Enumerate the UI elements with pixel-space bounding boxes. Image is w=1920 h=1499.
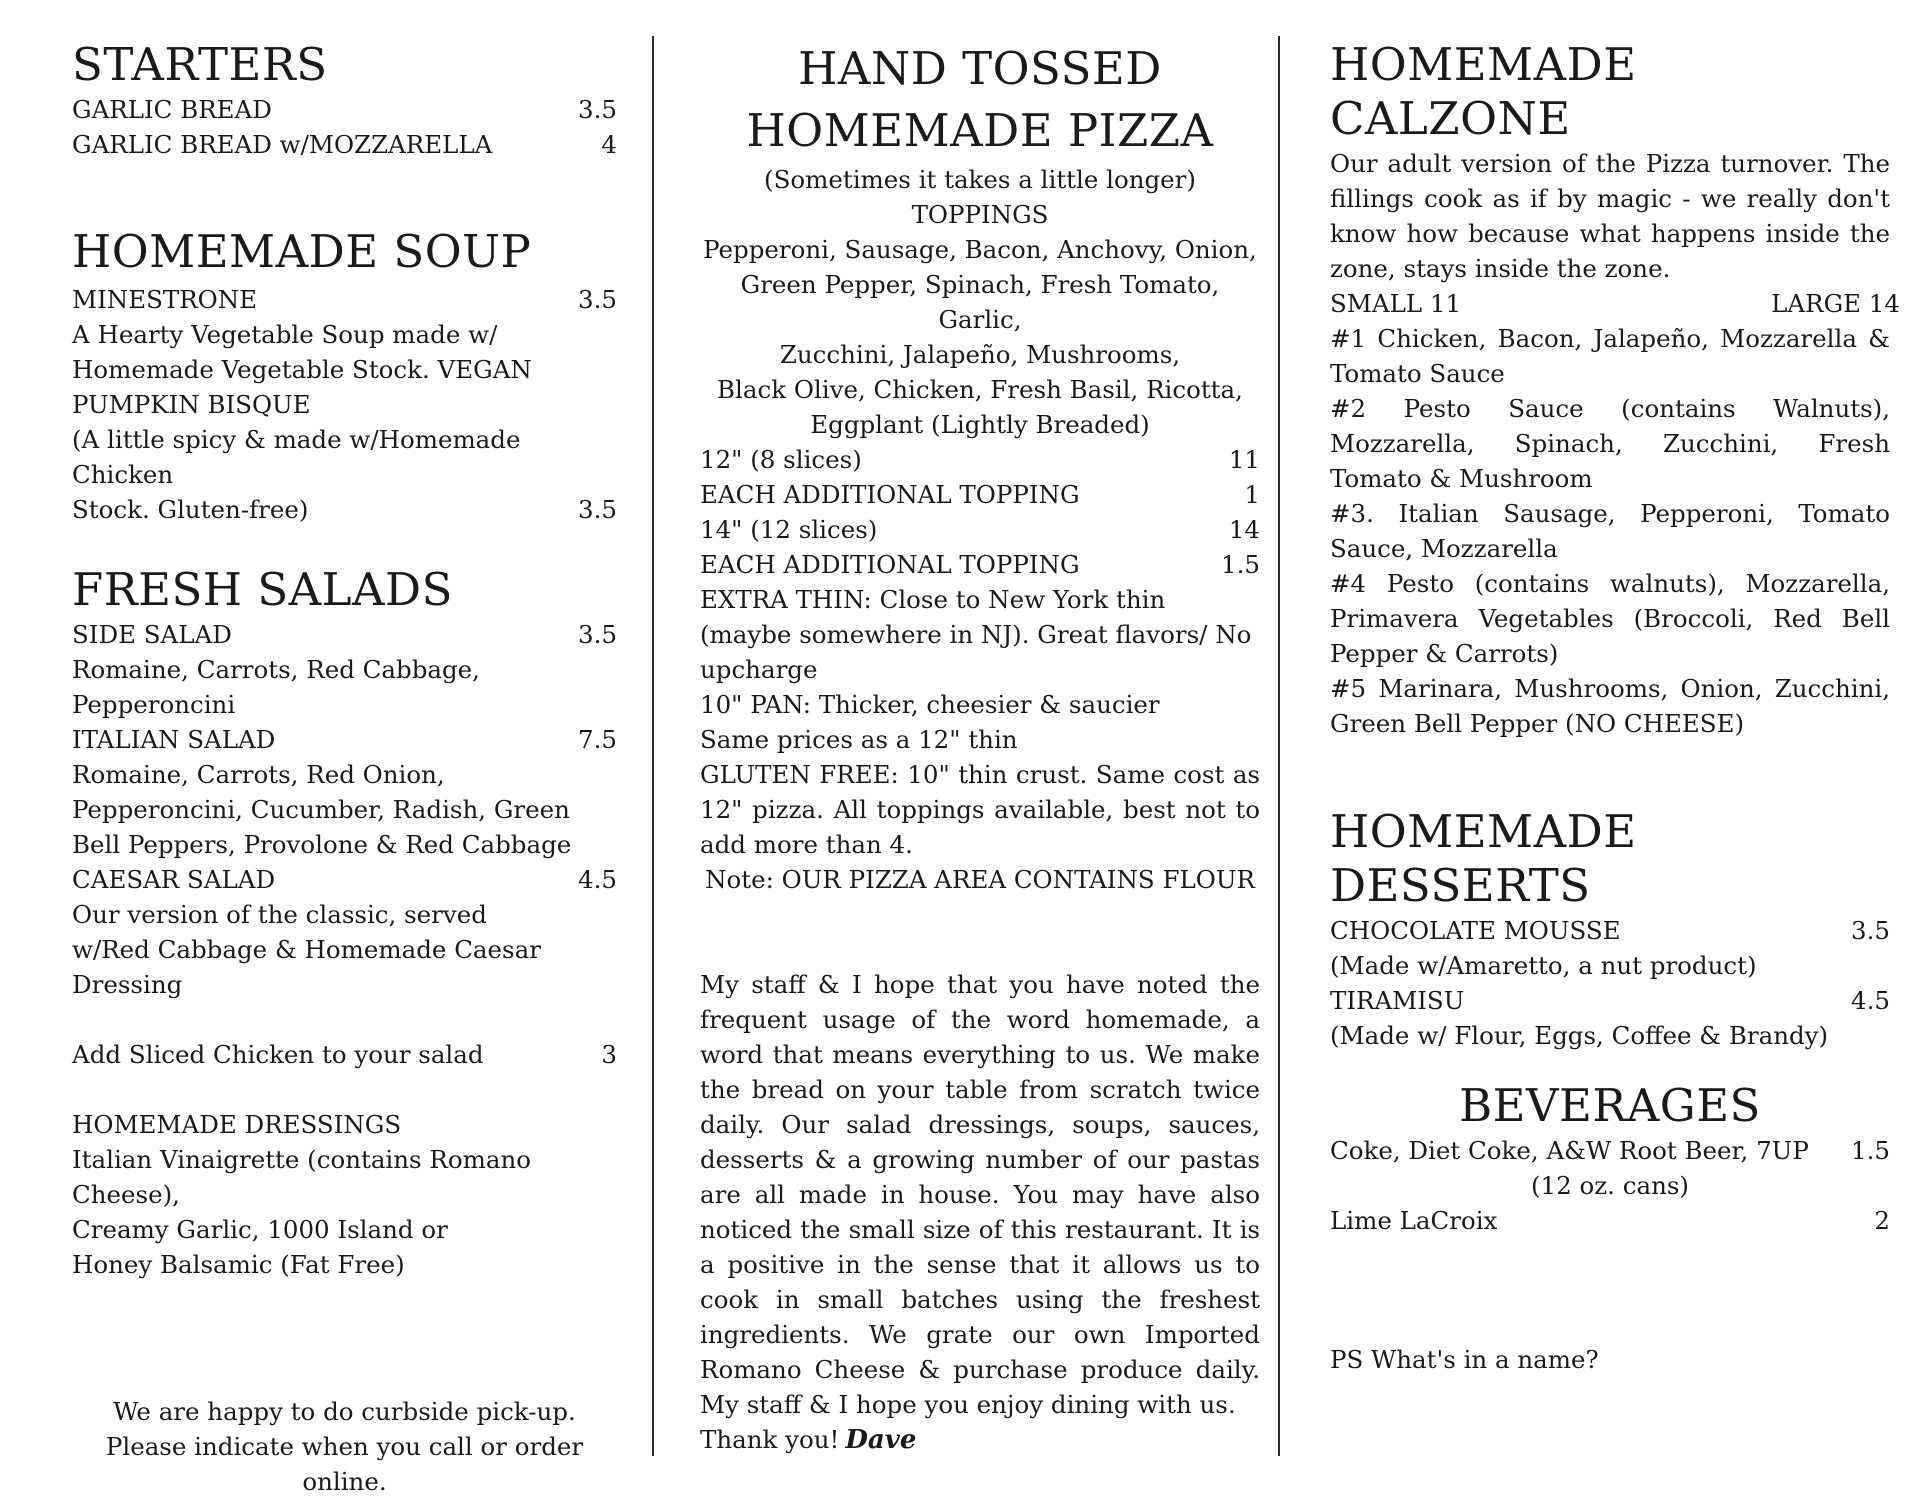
item-price: 7.5 bbox=[578, 725, 617, 754]
item-name: Coke, Diet Coke, A&W Root Beer, 7UP bbox=[1330, 1136, 1809, 1165]
item-name: 12" (8 slices) bbox=[700, 445, 862, 474]
item-price: 1 bbox=[1244, 480, 1260, 509]
gluten-free-note bbox=[700, 757, 1260, 862]
calzone-option bbox=[1330, 671, 1890, 741]
middle-column bbox=[700, 0, 1260, 1458]
item-description: Romaine, Carrots, Red Cabbage, Pepperoncini bbox=[72, 655, 480, 719]
dressing-line: Italian Vinaigrette (contains Romano Cheese), bbox=[72, 1145, 531, 1209]
item-price: 11 bbox=[1228, 445, 1260, 474]
item-price: 3.5 bbox=[578, 495, 617, 524]
item-name: CAESAR SALAD bbox=[72, 865, 276, 894]
gluten-free-label: GLUTEN FREE: bbox=[700, 760, 899, 789]
option-number: #5 bbox=[1330, 674, 1367, 703]
pizza-size-row bbox=[700, 512, 1260, 547]
pan-label: 10" PAN: bbox=[700, 690, 811, 719]
option-number: #3. bbox=[1330, 499, 1374, 528]
menu-item bbox=[72, 92, 617, 127]
item-name: GARLIC BREAD w/MOZZARELLA bbox=[72, 130, 493, 159]
calzone-prices bbox=[1330, 286, 1900, 321]
item-price: 3 bbox=[601, 1040, 617, 1069]
menu-item bbox=[1330, 913, 1890, 948]
item-price: 4.5 bbox=[578, 865, 617, 894]
option-text: Pesto Sauce (contains Walnuts), Mozzarella, Spinach, Zucchini, Fresh Tomato & Mushroom bbox=[1330, 394, 1890, 493]
item-description: (Made w/ Flour, Eggs, Coffee & Brandy) bbox=[1330, 1021, 1829, 1050]
item-name: Lime LaCroix bbox=[1330, 1206, 1498, 1235]
item-price: 1.5 bbox=[1221, 550, 1260, 579]
menu-item bbox=[1330, 1133, 1890, 1168]
extra-thin-text: Close to New York thin (maybe somewhere in NJ). Great flavors/ No upcharge bbox=[700, 585, 1252, 684]
pizza-size-row bbox=[700, 547, 1260, 582]
thanks-text: Thank you! bbox=[700, 1425, 840, 1454]
pan-note-2: Same prices as a 12" thin bbox=[700, 725, 1018, 754]
pan-note bbox=[700, 687, 1260, 722]
toppings-line: Pepperoni, Sausage, Bacon, Anchovy, Onion, bbox=[703, 235, 1257, 264]
option-text: Italian Sausage, Pepperoni, Tomato Sauce, Mozzarella bbox=[1330, 499, 1890, 563]
signature: Dave bbox=[845, 1425, 917, 1455]
item-price: 3.5 bbox=[578, 95, 617, 124]
extra-thin-note bbox=[700, 582, 1260, 687]
item-name: GARLIC BREAD bbox=[72, 95, 272, 124]
item-description: Our version of the classic, served w/Red Cabbage & Homemade Caesar Dressing bbox=[72, 900, 541, 999]
item-price: 1.5 bbox=[1851, 1136, 1890, 1165]
calzone-option bbox=[1330, 496, 1890, 566]
toppings-label: TOPPINGS bbox=[911, 200, 1049, 229]
option-number: #4 bbox=[1330, 569, 1367, 598]
menu-item bbox=[72, 387, 617, 422]
curbside-note: Please indicate when you call or order online. bbox=[105, 1432, 584, 1496]
item-description: (A little spicy & made w/Homemade Chicken bbox=[72, 425, 521, 489]
toppings-line: Black Olive, Chicken, Fresh Basil, Ricotta, bbox=[717, 375, 1243, 404]
right-column bbox=[1330, 0, 1900, 1377]
option-number: #2 bbox=[1330, 394, 1367, 423]
menu-item bbox=[72, 617, 617, 652]
item-description: (12 oz. cans) bbox=[1531, 1171, 1689, 1200]
item-name: EACH ADDITIONAL TOPPING bbox=[700, 550, 1080, 579]
column-divider-left bbox=[652, 36, 654, 1456]
item-price: 14 bbox=[1228, 515, 1260, 544]
dressings-heading: HOMEMADE DRESSINGS bbox=[72, 1110, 402, 1139]
gluten-free-text: 10" thin crust. Same cost as 12" pizza. All toppings available, best not to add more than 4. bbox=[700, 760, 1260, 859]
curbside-note: We are happy to do curbside pick-up. bbox=[113, 1397, 576, 1426]
item-description: A Hearty Vegetable Soup made w/ Homemade Vegetable Stock. VEGAN bbox=[72, 320, 532, 384]
item-name: 14" (12 slices) bbox=[700, 515, 878, 544]
pizza-size-row bbox=[700, 442, 1260, 477]
toppings-line: Eggplant (Lightly Breaded) bbox=[810, 410, 1150, 439]
menu-item bbox=[1330, 983, 1890, 1018]
calzone-option bbox=[1330, 391, 1890, 496]
pan-text: Thicker, cheesier & saucier bbox=[810, 690, 1160, 719]
item-description: Romaine, Carrots, Red Onion, Pepperoncini, Cucumber, Radish, Green Bell Peppers, Provolone & Red Cabbage bbox=[72, 760, 572, 859]
menu-item-desc-price bbox=[72, 492, 617, 527]
item-name: EACH ADDITIONAL TOPPING bbox=[700, 480, 1080, 509]
option-text: Chicken, Bacon, Jalapeño, Mozzarella & Tomato Sauce bbox=[1330, 324, 1890, 388]
postscript: PS What's in a name? bbox=[1330, 1345, 1599, 1374]
desserts-heading: HOMEMADE DESSERTS bbox=[1330, 805, 1637, 912]
calzone-heading: HOMEMADE CALZONE bbox=[1330, 38, 1637, 145]
option-text: Marinara, Mushrooms, Onion, Zucchini, Green Bell Pepper (NO CHEESE) bbox=[1330, 674, 1890, 738]
menu-item bbox=[72, 282, 617, 317]
option-number: #1 bbox=[1330, 324, 1367, 353]
pizza-heading: HOMEMADE PIZZA bbox=[746, 104, 1214, 157]
item-name: TIRAMISU bbox=[1330, 986, 1465, 1015]
item-name: ITALIAN SALAD bbox=[72, 725, 276, 754]
calzone-option bbox=[1330, 566, 1890, 671]
item-name: Add Sliced Chicken to your salad bbox=[72, 1040, 484, 1069]
left-column bbox=[72, 0, 617, 1499]
item-price: 3.5 bbox=[578, 285, 617, 314]
toppings-line: Green Pepper, Spinach, Fresh Tomato, Garlic, bbox=[740, 270, 1220, 334]
menu-item bbox=[72, 862, 617, 897]
beverages-heading: BEVERAGES bbox=[1459, 1079, 1761, 1132]
column-divider-right bbox=[1278, 36, 1280, 1456]
menu-item bbox=[72, 722, 617, 757]
extra-thin-label: EXTRA THIN: bbox=[700, 585, 872, 614]
owner-letter: My staff & I hope that you have noted the frequent usage of the word homemade, a word that means everything to us. We make the bread on your table from scratch twice daily. Our salad dressings, soups, sauces, desserts & a growing number of our pastas are all made in house. You may have also noticed the small size of this restaurant. It is a positive in the sense that it allows us to cook in small batches using the freshest ingredients. We grate our own Imported Romano Cheese & purchase produce daily. My staff & I hope you enjoy dining with us. bbox=[700, 970, 1260, 1419]
item-name: SIDE SALAD bbox=[72, 620, 232, 649]
addon-item bbox=[72, 1037, 617, 1072]
item-name: PUMPKIN BISQUE bbox=[72, 390, 311, 419]
item-name: CHOCOLATE MOUSSE bbox=[1330, 916, 1621, 945]
salads-heading: FRESH SALADS bbox=[72, 563, 453, 616]
item-description: (Made w/Amaretto, a nut product) bbox=[1330, 951, 1757, 980]
flour-note: Note: OUR PIZZA AREA CONTAINS FLOUR bbox=[705, 865, 1255, 894]
menu-item bbox=[72, 127, 617, 162]
pizza-subtitle: (Sometimes it takes a little longer) bbox=[764, 165, 1196, 194]
starters-heading: STARTERS bbox=[72, 38, 328, 91]
option-text: Pesto (contains walnuts), Mozzarella, Primavera Vegetables (Broccoli, Red Bell Pepper & Carrots) bbox=[1330, 569, 1890, 668]
item-name: MINESTRONE bbox=[72, 285, 258, 314]
item-description: Stock. Gluten-free) bbox=[72, 495, 309, 524]
pizza-heading: HAND TOSSED bbox=[798, 42, 1162, 95]
item-price: 3.5 bbox=[1851, 916, 1890, 945]
calzone-option bbox=[1330, 321, 1890, 391]
item-price: 3.5 bbox=[578, 620, 617, 649]
dressing-line: Honey Balsamic (Fat Free) bbox=[72, 1250, 405, 1279]
dressing-line: Creamy Garlic, 1000 Island or bbox=[72, 1215, 448, 1244]
item-price: 4.5 bbox=[1851, 986, 1890, 1015]
large-price: LARGE 14 bbox=[1771, 289, 1900, 318]
letter-signoff bbox=[700, 1422, 1260, 1458]
soup-heading: HOMEMADE SOUP bbox=[72, 225, 532, 278]
pizza-size-row bbox=[700, 477, 1260, 512]
calzone-description: Our adult version of the Pizza turnover. The fillings cook as if by magic - we really don't know how because what happens inside the zone, stays inside the zone. bbox=[1330, 149, 1890, 283]
item-price: 2 bbox=[1874, 1206, 1890, 1235]
menu-item bbox=[1330, 1203, 1890, 1238]
small-price: SMALL 11 bbox=[1330, 289, 1462, 318]
item-price: 4 bbox=[601, 130, 617, 159]
toppings-line: Zucchini, Jalapeño, Mushrooms, bbox=[779, 340, 1181, 369]
